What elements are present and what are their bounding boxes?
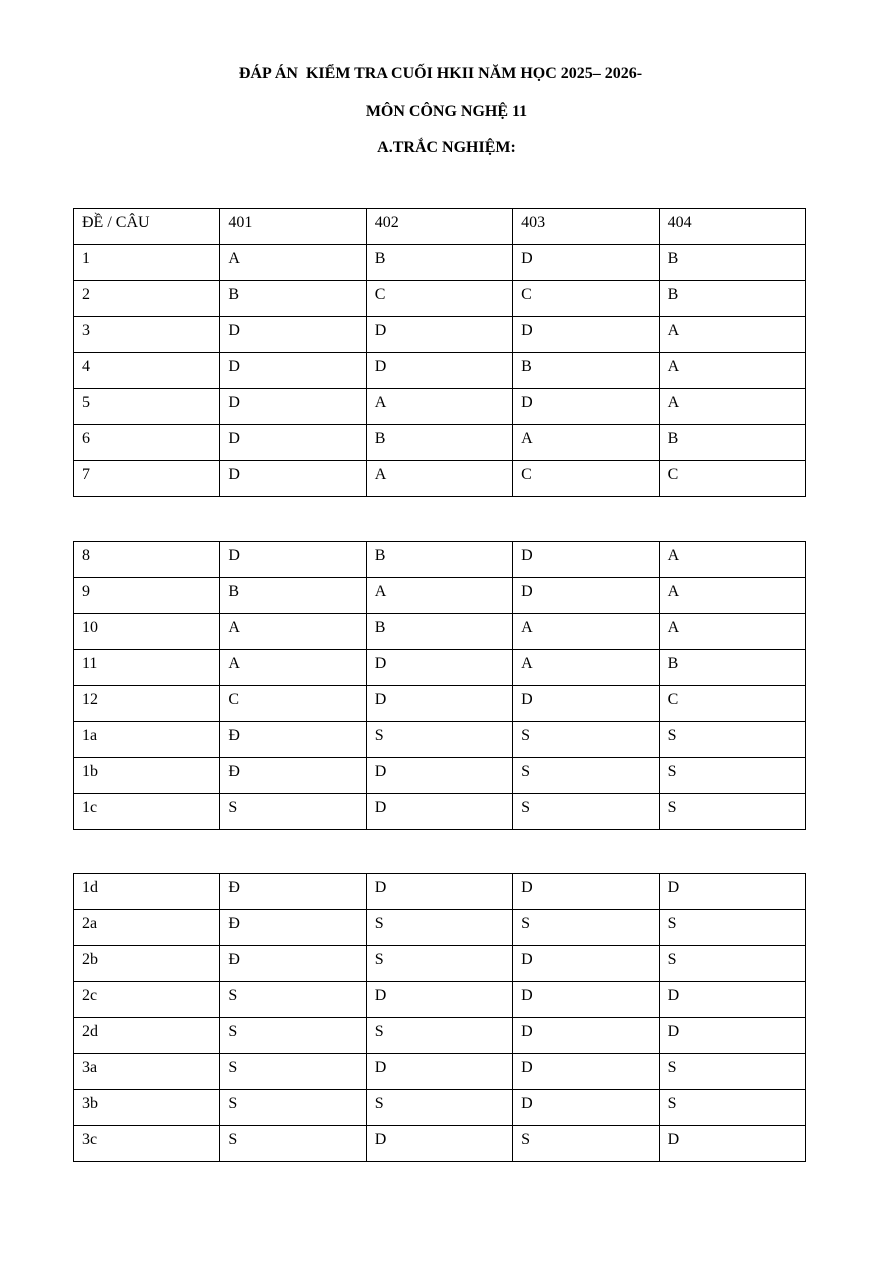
answer-cell bbox=[366, 794, 512, 830]
table-row bbox=[74, 650, 806, 686]
table-row bbox=[74, 874, 806, 910]
cell-text: C bbox=[667, 691, 679, 708]
answer-cell bbox=[659, 461, 805, 497]
cell-text: D bbox=[521, 322, 533, 339]
header-cell-text: 403 bbox=[521, 214, 546, 231]
cell-text: D bbox=[374, 879, 387, 896]
answer-cell bbox=[659, 614, 805, 650]
answer-cell bbox=[513, 910, 659, 946]
cell-text: A bbox=[374, 466, 387, 483]
cell-text: S bbox=[667, 763, 677, 780]
cell-text: S bbox=[228, 1095, 238, 1112]
answer-cell bbox=[659, 1054, 805, 1090]
cell-text: 3c bbox=[82, 1131, 98, 1148]
cell-text: S bbox=[521, 915, 531, 932]
cell-text: D bbox=[374, 799, 387, 816]
cell-text: D bbox=[521, 1023, 533, 1040]
cell-text: 5 bbox=[82, 394, 90, 411]
cell-text: D bbox=[228, 430, 240, 447]
cell-text: D bbox=[374, 691, 387, 708]
cell-text: 11 bbox=[82, 655, 98, 672]
subject-title: MÔN CÔNG NGHỆ 11 bbox=[365, 103, 528, 120]
header-cell-text: 404 bbox=[667, 214, 692, 231]
answer-cell bbox=[366, 542, 512, 578]
answer-cell bbox=[366, 758, 512, 794]
table-row bbox=[74, 317, 806, 353]
cell-text: C bbox=[521, 466, 532, 483]
cell-text: A bbox=[374, 583, 387, 600]
cell-text: B bbox=[667, 430, 679, 447]
question-cell bbox=[74, 1018, 220, 1054]
answer-cell bbox=[220, 614, 366, 650]
answer-cell bbox=[659, 874, 805, 910]
answer-cell bbox=[220, 281, 366, 317]
answer-cell bbox=[513, 874, 659, 910]
cell-text: Đ bbox=[228, 951, 240, 968]
cell-text: Đ bbox=[228, 727, 240, 744]
cell-text: 8 bbox=[82, 547, 90, 564]
cell-text: D bbox=[521, 394, 533, 411]
answer-cell bbox=[366, 353, 512, 389]
answer-cell bbox=[220, 317, 366, 353]
answer-cell bbox=[220, 425, 366, 461]
answer-cell bbox=[220, 1090, 366, 1126]
cell-text: A bbox=[374, 394, 387, 411]
cell-text: A bbox=[667, 322, 680, 339]
answer-cell bbox=[220, 1054, 366, 1090]
question-cell bbox=[74, 461, 220, 497]
header-cell bbox=[366, 209, 512, 245]
answer-cell bbox=[513, 542, 659, 578]
answer-cell bbox=[220, 982, 366, 1018]
cell-text: Đ bbox=[228, 915, 240, 932]
question-cell bbox=[74, 245, 220, 281]
answer-cell bbox=[366, 722, 512, 758]
cell-text: B bbox=[374, 250, 386, 267]
answer-cell bbox=[513, 982, 659, 1018]
answer-cell bbox=[659, 578, 805, 614]
header-cell-text: 401 bbox=[228, 214, 253, 231]
table-row bbox=[74, 614, 806, 650]
cell-text: C bbox=[374, 286, 386, 303]
cell-text: S bbox=[667, 727, 677, 744]
cell-text: B bbox=[667, 655, 679, 672]
cell-text: C bbox=[667, 466, 679, 483]
cell-text: 2c bbox=[82, 987, 98, 1004]
cell-text: S bbox=[667, 915, 677, 932]
table-row bbox=[74, 1054, 806, 1090]
cell-text: S bbox=[667, 1059, 677, 1076]
answer-cell bbox=[220, 1126, 366, 1162]
cell-text: S bbox=[667, 799, 677, 816]
header-cell bbox=[659, 209, 805, 245]
answer-cell bbox=[659, 722, 805, 758]
cell-text: 1a bbox=[82, 727, 98, 744]
answer-cell bbox=[366, 982, 512, 1018]
cell-text: D bbox=[374, 1059, 387, 1076]
answer-cell bbox=[513, 946, 659, 982]
question-cell bbox=[74, 353, 220, 389]
answer-cell bbox=[659, 389, 805, 425]
cell-text: B bbox=[374, 430, 386, 447]
answer-cell bbox=[659, 982, 805, 1018]
cell-text: 2a bbox=[82, 915, 98, 932]
cell-text: 3b bbox=[82, 1095, 98, 1112]
table-row bbox=[74, 686, 806, 722]
cell-text: 2d bbox=[82, 1023, 98, 1040]
table-row bbox=[74, 982, 806, 1018]
answer-cell bbox=[659, 245, 805, 281]
cell-text: C bbox=[521, 286, 532, 303]
cell-text: B bbox=[667, 250, 679, 267]
answer-cell bbox=[220, 1018, 366, 1054]
cell-text: 3a bbox=[82, 1059, 98, 1076]
answer-cell bbox=[513, 1018, 659, 1054]
cell-text: 6 bbox=[82, 430, 90, 447]
cell-text: D bbox=[667, 987, 680, 1004]
cell-text: 3 bbox=[82, 322, 90, 339]
cell-text: B bbox=[228, 583, 240, 600]
cell-text: Đ bbox=[228, 879, 240, 896]
answer-cell bbox=[659, 946, 805, 982]
answer-cell bbox=[513, 758, 659, 794]
cell-text: D bbox=[521, 250, 533, 267]
cell-text: S bbox=[228, 1059, 238, 1076]
cell-text: S bbox=[521, 727, 531, 744]
cell-text: D bbox=[521, 1059, 533, 1076]
question-cell bbox=[74, 425, 220, 461]
table-header-row bbox=[74, 209, 806, 245]
table-row bbox=[74, 461, 806, 497]
answer-cell bbox=[220, 389, 366, 425]
cell-text: A bbox=[521, 430, 533, 447]
table-row bbox=[74, 910, 806, 946]
answer-cell bbox=[659, 542, 805, 578]
cell-text: D bbox=[521, 951, 533, 968]
answer-cell bbox=[513, 1090, 659, 1126]
cell-text: D bbox=[521, 691, 533, 708]
answer-cell bbox=[513, 722, 659, 758]
answer-cell bbox=[220, 542, 366, 578]
answer-cell bbox=[659, 425, 805, 461]
answer-table-part-3 bbox=[73, 873, 806, 1162]
table-row bbox=[74, 1018, 806, 1054]
table-row bbox=[74, 281, 806, 317]
table-row bbox=[74, 1090, 806, 1126]
cell-text: S bbox=[521, 1131, 531, 1148]
answer-cell bbox=[366, 281, 512, 317]
answer-cell bbox=[220, 686, 366, 722]
answer-cell bbox=[366, 461, 512, 497]
cell-text: S bbox=[228, 987, 238, 1004]
cell-text: C bbox=[228, 691, 240, 708]
cell-text: 1 bbox=[82, 250, 90, 267]
cell-text: D bbox=[521, 879, 533, 896]
cell-text: S bbox=[228, 799, 238, 816]
question-cell bbox=[74, 982, 220, 1018]
answer-cell bbox=[366, 578, 512, 614]
question-cell bbox=[74, 1090, 220, 1126]
cell-text: D bbox=[521, 1095, 533, 1112]
question-cell bbox=[74, 758, 220, 794]
answer-cell bbox=[366, 245, 512, 281]
section-heading: A.TRẮC NGHIỆM: bbox=[377, 139, 516, 156]
answer-cell bbox=[513, 353, 659, 389]
answer-table-part-2 bbox=[73, 541, 806, 830]
header-cell-text: ĐỀ / CÂU bbox=[82, 214, 150, 231]
cell-text: S bbox=[667, 1095, 677, 1112]
cell-text: D bbox=[228, 547, 240, 564]
answer-cell bbox=[513, 245, 659, 281]
cell-text: S bbox=[667, 951, 677, 968]
answer-cell bbox=[513, 461, 659, 497]
cell-text: D bbox=[521, 987, 533, 1004]
cell-text: D bbox=[667, 1131, 680, 1148]
header-cell bbox=[74, 209, 220, 245]
cell-text: D bbox=[667, 1023, 680, 1040]
cell-text: D bbox=[228, 394, 240, 411]
cell-text: A bbox=[228, 655, 240, 672]
answer-cell bbox=[220, 794, 366, 830]
answer-cell bbox=[220, 578, 366, 614]
cell-text: B bbox=[228, 286, 240, 303]
table-row bbox=[74, 542, 806, 578]
answer-cell bbox=[513, 614, 659, 650]
answer-cell bbox=[659, 1018, 805, 1054]
answer-cell bbox=[659, 650, 805, 686]
answer-cell bbox=[659, 317, 805, 353]
cell-text: D bbox=[228, 358, 240, 375]
answer-cell bbox=[659, 758, 805, 794]
answer-cell bbox=[366, 1018, 512, 1054]
answer-cell bbox=[513, 389, 659, 425]
answer-cell bbox=[366, 686, 512, 722]
cell-text: B bbox=[521, 358, 532, 375]
table-row bbox=[74, 794, 806, 830]
table-row bbox=[74, 1126, 806, 1162]
question-cell bbox=[74, 614, 220, 650]
answer-cell bbox=[366, 389, 512, 425]
cell-text: B bbox=[374, 619, 386, 636]
answer-cell bbox=[220, 874, 366, 910]
answer-cell bbox=[513, 1126, 659, 1162]
answer-cell bbox=[513, 578, 659, 614]
answer-cell bbox=[659, 686, 805, 722]
cell-text: A bbox=[667, 583, 680, 600]
cell-text: D bbox=[374, 1131, 387, 1148]
cell-text: D bbox=[521, 583, 533, 600]
table-row bbox=[74, 245, 806, 281]
answer-cell bbox=[513, 1054, 659, 1090]
answer-cell bbox=[220, 353, 366, 389]
cell-text: D bbox=[374, 987, 387, 1004]
answer-cell bbox=[220, 910, 366, 946]
answer-cell bbox=[659, 794, 805, 830]
answer-cell bbox=[220, 722, 366, 758]
answer-cell bbox=[513, 281, 659, 317]
question-cell bbox=[74, 686, 220, 722]
answer-cell bbox=[659, 910, 805, 946]
cell-text: D bbox=[667, 879, 680, 896]
cell-text: B bbox=[667, 286, 679, 303]
header-cell bbox=[220, 209, 366, 245]
cell-text: D bbox=[374, 763, 387, 780]
cell-text: D bbox=[228, 322, 240, 339]
cell-text: 1d bbox=[82, 879, 98, 896]
question-cell bbox=[74, 946, 220, 982]
answer-cell bbox=[366, 874, 512, 910]
cell-text: S bbox=[374, 1095, 384, 1112]
answer-cell bbox=[513, 650, 659, 686]
question-cell bbox=[74, 794, 220, 830]
answer-cell bbox=[366, 910, 512, 946]
question-cell bbox=[74, 389, 220, 425]
answer-cell bbox=[366, 317, 512, 353]
cell-text: D bbox=[374, 322, 387, 339]
cell-text: 1b bbox=[82, 763, 98, 780]
answer-cell bbox=[659, 1090, 805, 1126]
cell-text: 4 bbox=[82, 358, 90, 375]
cell-text: A bbox=[667, 394, 680, 411]
cell-text: 10 bbox=[82, 619, 98, 636]
table-row bbox=[74, 578, 806, 614]
answer-cell bbox=[513, 317, 659, 353]
cell-text: A bbox=[521, 655, 533, 672]
cell-text: D bbox=[374, 358, 387, 375]
cell-text: A bbox=[667, 619, 680, 636]
cell-text: S bbox=[521, 799, 531, 816]
answer-cell bbox=[366, 946, 512, 982]
answer-cell bbox=[220, 245, 366, 281]
answer-cell bbox=[513, 794, 659, 830]
answer-cell bbox=[659, 281, 805, 317]
table-row bbox=[74, 758, 806, 794]
answer-cell bbox=[659, 1126, 805, 1162]
table-row bbox=[74, 946, 806, 982]
answer-cell bbox=[366, 614, 512, 650]
question-cell bbox=[74, 650, 220, 686]
header-cell-text: 402 bbox=[374, 214, 399, 231]
answer-table-part-1 bbox=[73, 208, 806, 497]
cell-text: 9 bbox=[82, 583, 90, 600]
question-cell bbox=[74, 281, 220, 317]
answer-cell bbox=[659, 353, 805, 389]
cell-text: 7 bbox=[82, 466, 90, 483]
cell-text: S bbox=[228, 1131, 238, 1148]
cell-text: D bbox=[228, 466, 240, 483]
answer-cell bbox=[366, 1054, 512, 1090]
cell-text: S bbox=[521, 763, 531, 780]
cell-text: 2b bbox=[82, 951, 98, 968]
answer-cell bbox=[513, 686, 659, 722]
cell-text: A bbox=[228, 619, 240, 636]
question-cell bbox=[74, 1054, 220, 1090]
answer-cell bbox=[366, 1090, 512, 1126]
answer-cell bbox=[366, 650, 512, 686]
question-cell bbox=[74, 874, 220, 910]
answer-cell bbox=[220, 758, 366, 794]
header-cell bbox=[513, 209, 659, 245]
cell-text: Đ bbox=[228, 763, 240, 780]
cell-text: A bbox=[667, 358, 680, 375]
document-title: ĐÁP ÁN KIỂM TRA CUỐI HKII NĂM HỌC 2025– 2026- bbox=[238, 65, 643, 82]
table-row bbox=[74, 353, 806, 389]
table-row bbox=[74, 722, 806, 758]
cell-text: S bbox=[374, 915, 384, 932]
answer-cell bbox=[220, 461, 366, 497]
cell-text: S bbox=[228, 1023, 238, 1040]
table-row bbox=[74, 389, 806, 425]
cell-text: D bbox=[374, 655, 387, 672]
question-cell bbox=[74, 910, 220, 946]
cell-text: A bbox=[228, 250, 240, 267]
answer-cell bbox=[366, 1126, 512, 1162]
question-cell bbox=[74, 722, 220, 758]
cell-text: S bbox=[374, 951, 384, 968]
table-row bbox=[74, 425, 806, 461]
cell-text: D bbox=[521, 547, 533, 564]
cell-text: S bbox=[374, 727, 384, 744]
question-cell bbox=[74, 542, 220, 578]
question-cell bbox=[74, 578, 220, 614]
cell-text: A bbox=[667, 547, 680, 564]
answer-cell bbox=[220, 946, 366, 982]
cell-text: 12 bbox=[82, 691, 98, 708]
cell-text: 2 bbox=[82, 286, 90, 303]
answer-cell bbox=[513, 425, 659, 461]
question-cell bbox=[74, 317, 220, 353]
question-cell bbox=[74, 1126, 220, 1162]
cell-text: B bbox=[374, 547, 386, 564]
answer-cell bbox=[220, 650, 366, 686]
answer-cell bbox=[366, 425, 512, 461]
cell-text: 1c bbox=[82, 799, 98, 816]
cell-text: A bbox=[521, 619, 533, 636]
cell-text: S bbox=[374, 1023, 384, 1040]
